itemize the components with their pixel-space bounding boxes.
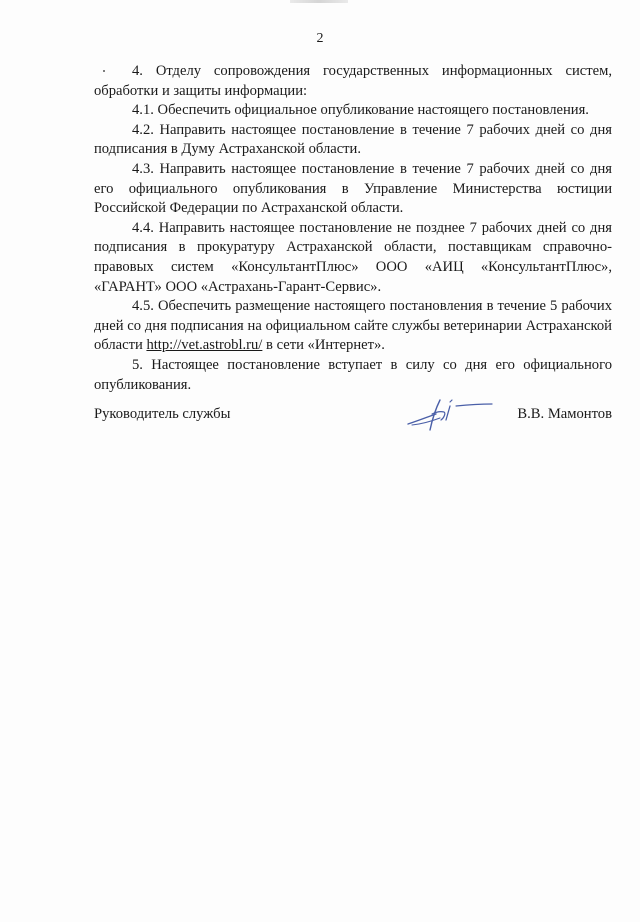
signatory-title: Руководитель службы (94, 406, 231, 422)
paragraph-5: 5. Настоящее постановление вступает в силу со дня его официального опубликования. (94, 356, 612, 393)
handwritten-signature (406, 394, 494, 434)
vet-site-link[interactable]: http://vet.astrobl.ru/ (146, 337, 263, 354)
paragraph-4-5-text: 4.5. Обеспечить размещение настоящего постановления в течение 5 рабочих дней со дня подписания на официальном сайте службы ветеринарии Астраханской области (94, 298, 612, 354)
paragraph-4-4: 4.4. Направить настоящее постановление не позднее 7 рабочих дней со дня подписания в прокуратуру Астраханской области, поставщикам справочно-правовых систем «КонсультантПлюс» ООО «АИЦ «КонсультантПлюс», «ГАРАНТ» ООО «Астрахань-Гарант-Сервис». (94, 219, 612, 295)
paragraph-4-2: 4.2. Направить настоящее постановление в течение 7 рабочих дней со дня подписания в Думу Астраханской области. (94, 121, 612, 158)
paragraph-4-3: 4.3. Направить настоящее постановление в течение 7 рабочих дней со дня его официального опубликования в Управление Министерства юстиции Российской Федерации по Астраханской области. (94, 160, 612, 217)
signature-block (94, 406, 612, 436)
page-number: 2 (316, 31, 324, 46)
paragraph-4-5 (94, 297, 612, 356)
signatory-name: В.В. Мамонтов (517, 406, 612, 422)
document-body (94, 62, 612, 395)
paragraph-4-5-suffix: в сети «Интернет». (262, 337, 385, 354)
paragraph-4: 4. Отделу сопровождения государственных информационных систем, обработки и защиты информации: (94, 63, 612, 99)
scan-mark (290, 0, 348, 3)
paragraph-4-1: 4.1. Обеспечить официальное опубликование настоящего постановления. (132, 102, 589, 119)
